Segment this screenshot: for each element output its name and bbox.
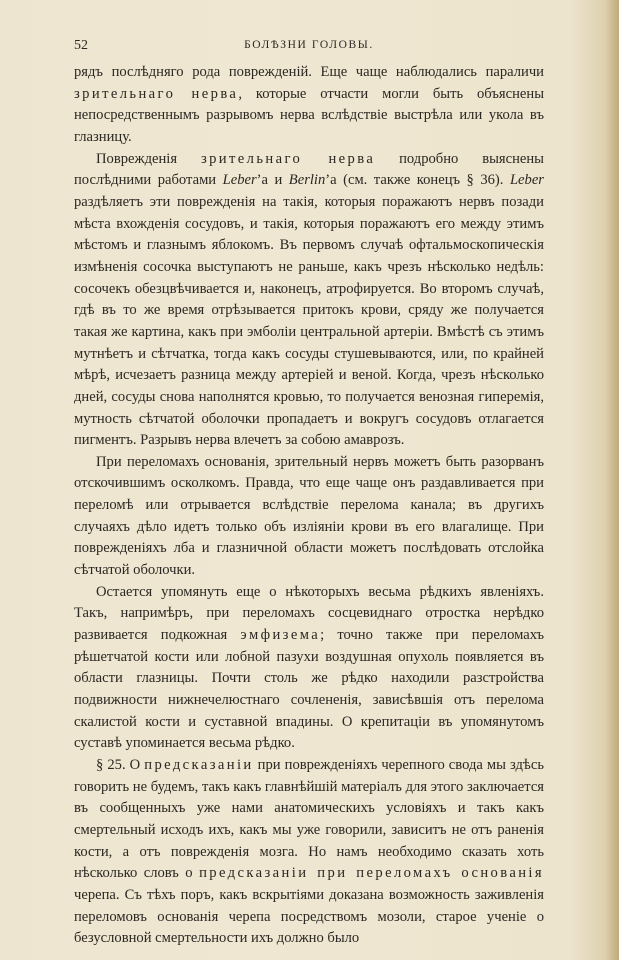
running-title: БОЛѢЗНИ ГОЛОВЫ. [244, 39, 374, 51]
page-header [74, 38, 544, 56]
page-body [74, 62, 544, 950]
paragraph-2: Поврежденія зрительнаго нерва подробно выяснены послѣдними работами Leber’а и Berlin’а (см. также конецъ § 36). Leber раздѣляетъ эти поврежденія на такія, которыя поражаютъ нервъ позади мѣста вхожденія сосудовъ, и такія, которыя поражаютъ его между этимъ мѣстомъ и глазнымъ яблокомъ. Въ первомъ случаѣ офтальмоскопическія измѣненія сосочка выступаютъ не раньше, какъ чрезъ нѣсколько недѣль: сосочекъ обезцвѣчивается и, наконецъ, атрофируется. Во второмъ случаѣ, гдѣ въ то же время отрѣзывается притокъ крови, сряду же получается такая же картина, какъ при эмболіи центральной артеріи. Вмѣстѣ съ этимъ мутнѣетъ и сѣтчатка, тогда какъ сосуды стушевываются, или, по крайней мѣрѣ, исчезаетъ разница между артеріей и веной. Когда, чрезъ нѣсколько дней, сосуды снова наполнятся кровью, то получается венозная гиперемія, мутность сѣтчатой оболочки пропадаетъ и вокругъ сосудовъ отлагается пигментъ. Разрывъ нерва влечетъ за собою амаврозъ. [74, 150, 544, 449]
paragraph-3: При переломахъ основанія, зрительный нервъ можетъ быть разорванъ отскочившимъ осколкомъ. Правда, что еще чаще онъ раздавливается при переломѣ или отрывается вслѣдствіе перелома канала; въ другихъ случаяхъ дѣло идетъ только объ изліяніи крови въ его влагалище. При поврежденіяхъ лба и глазничной области можетъ послѣдовать отслойка сѣтчатой оболочки. [74, 453, 544, 579]
page-number: 52 [74, 38, 88, 53]
paragraph-4: Остается упомянуть еще о нѣкоторыхъ весьма рѣдкихъ явленіяхъ. Такъ, напримѣръ, при переломахъ сосцевиднаго отростка нерѣдко развивается подкожная эмфизема; точно также при переломахъ рѣшетчатой кости или лобной пазухи воздушная опухоль появляется въ области глазницы. Почти столь же рѣдко находили разстройства подвижности нижнечелюстнаго сочлененія, зависѣвшія отъ перелома скалистой кости и суставной впадины. О крепитаціи въ упомянутомъ суставѣ упоминается весьма рѣдко. [74, 583, 544, 752]
paragraph-5: § 25. О предсказаніи при поврежденіяхъ черепного свода мы здѣсь говорить не будемъ, такъ какъ главнѣйшій матеріалъ для этого заключается въ сообщенныхъ уже нами анатомическихъ условіяхъ и такъ какъ смертельный исходъ ихъ, какъ мы уже говорили, зависитъ не отъ раненія кости, а отъ поврежденія мозга. Но намъ необходимо сказать хоть нѣсколько словъ о предсказаніи при переломахъ основанія черепа. Съ тѣхъ поръ, какъ вскрытіями доказана возможность заживленія переломовъ основанія черепа посредствомъ мозоли, старое ученіе о безусловной смертельности ихъ должно было [74, 757, 545, 947]
page-edge-shadow [605, 0, 619, 960]
paragraph-1: рядъ послѣдняго рода поврежденій. Еще чаще наблюдались параличи зрительнаго нерва, которые отчасти могли быть объяснены непосредственнымъ разрывомъ нерва вслѣдствіе выстрѣла или укола въ глазницу. [74, 64, 544, 145]
